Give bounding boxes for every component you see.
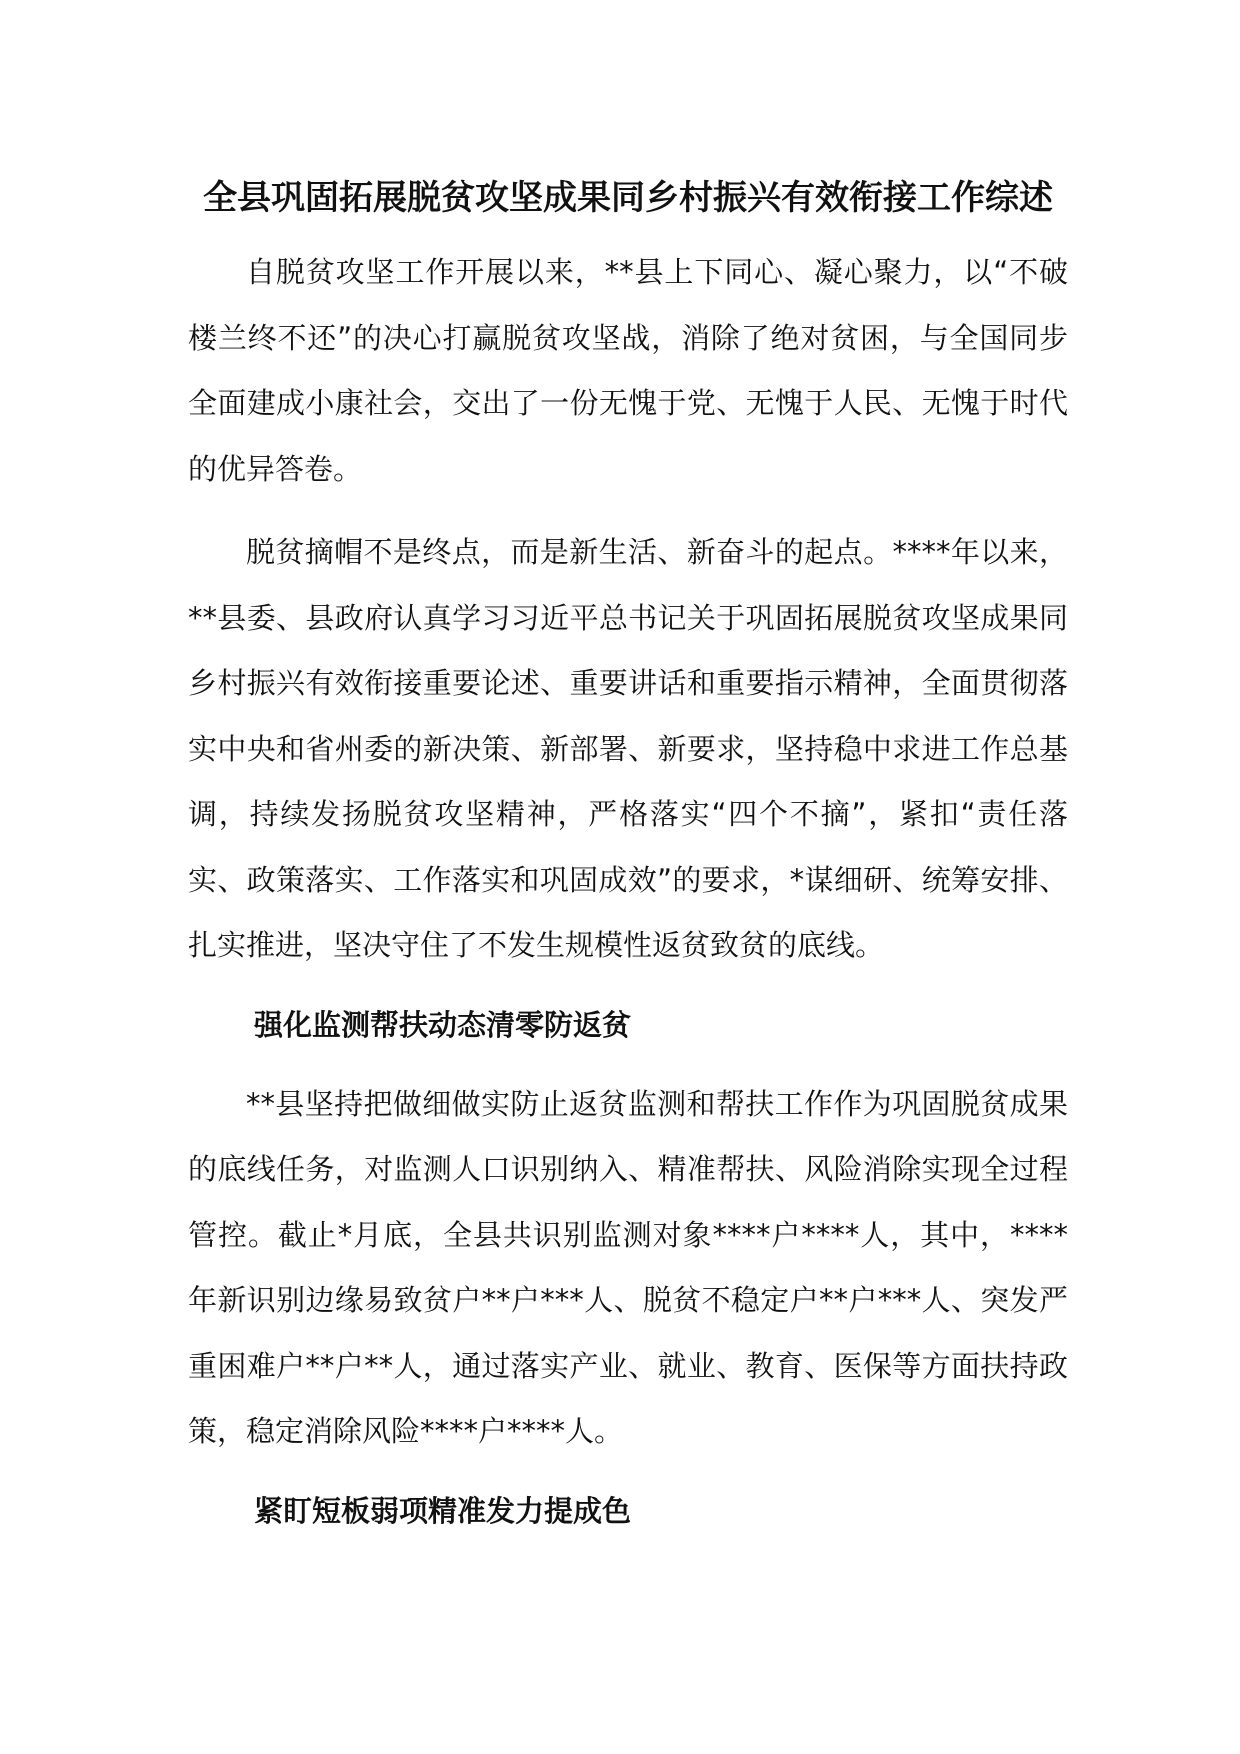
monitoring-paragraph: **县坚持把做细做实防止返贫监测和帮扶工作作为巩固脱贫成果的底线任务，对监测人口识别纳入、精准帮扶、风险消除实现全过程管控。截止*月底，全县共识别监测对象****户****人，其中，****年新识别边缘易致贫户**户***人、脱贫不稳定户**户***人、突发严重困难户**户**人，通过落实产业、就业、教育、医保等方面扶持政策，稳定消除风险****户****人。 <box>188 1086 1068 1448</box>
section-heading-shortcomings: 紧盯短板弱项精准发力提成色 <box>254 1493 632 1528</box>
document-title: 全县巩固拓展脱贫攻坚成果同乡村振兴有效衔接工作综述 <box>203 178 1053 218</box>
overview-paragraph: 脱贫摘帽不是终点，而是新生活、新奋斗的起点。****年以来，**县委、县政府认真学习习近平总书记关于巩固拓展脱贫攻坚成果同乡村振兴有效衔接重要论述、重要讲话和重要指示精神，全面贯彻落实中央和省州委的新决策、新部署、新要求，坚持稳中求进工作总基调，持续发扬脱贫攻坚精神，严格落实“四个不摘”，紧扣“责任落实、政策落实、工作落实和巩固成效”的要求，*谋细研、统筹安排、扎实推进，坚决守住了不发生规模性返贫致贫的底线。 <box>188 535 1068 962</box>
document-body <box>188 168 1068 1544</box>
section-heading-monitoring: 强化监测帮扶动态清零防返贫 <box>254 1007 632 1042</box>
intro-paragraph: 自脱贫攻坚工作开展以来，**县上下同心、凝心聚力，以“不破楼兰终不还”的决心打赢脱贫攻坚战，消除了绝对贫困，与全国同步全面建成小康社会，交出了一份无愧于党、无愧于人民、无愧于时代的优异答卷。 <box>188 255 1068 486</box>
